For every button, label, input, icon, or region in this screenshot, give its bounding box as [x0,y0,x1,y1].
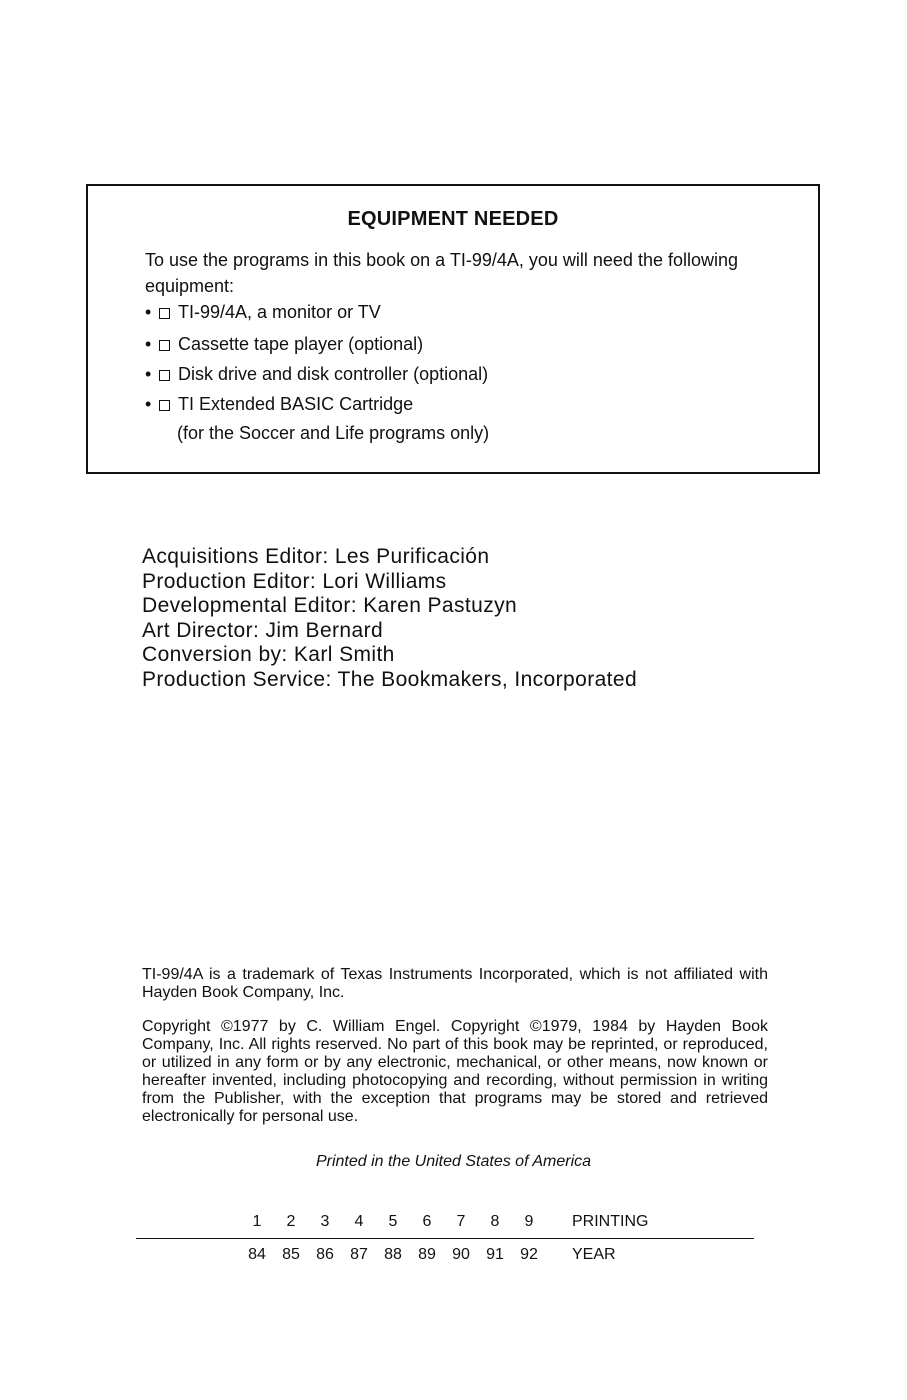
credit-line: Developmental Editor: Karen Pastuzyn [142,594,518,617]
checkbox-icon [159,308,170,319]
year-number: 88 [384,1246,402,1263]
bullet-icon: • [145,364,152,384]
bullet-icon: • [145,334,152,354]
credit-line: Acquisitions Editor: Les Purificación [142,545,490,568]
bullet-icon: • [145,302,152,322]
printing-number: 3 [320,1213,330,1230]
printed-in-notice: Printed in the United States of America [315,1153,592,1170]
year-number: 92 [520,1246,538,1263]
printing-number: 1 [252,1213,262,1230]
equipment-item [145,391,413,417]
equipment-intro: To use the programs in this book on a TI-99/4A, you will need the following equipment: [145,250,739,296]
equipment-item-text: Cassette tape player (optional) [178,334,424,354]
year-number: 86 [316,1246,334,1263]
checkbox-icon [159,340,170,351]
checkbox-icon [159,400,170,411]
printing-number: 6 [422,1213,432,1230]
printing-number: 2 [286,1213,296,1230]
year-number: 90 [452,1246,470,1263]
equipment-box [86,184,820,474]
year-number: 85 [282,1246,300,1263]
equipment-item [145,331,423,357]
printing-number: 9 [524,1213,534,1230]
credits-block [142,545,637,692]
credit-line: Art Director: Jim Bernard [142,618,384,642]
printing-number: 7 [456,1213,466,1230]
year-row [240,1246,616,1264]
equipment-item [145,361,488,387]
credit-line: Production Service: The Bookmakers, Incorporated [142,667,638,691]
equipment-item-text: TI Extended BASIC Cartridge [178,394,414,414]
printing-number: 8 [490,1213,500,1230]
equipment-item-note: (for the Soccer and Life programs only) [177,423,490,443]
year-number: 84 [248,1246,266,1263]
printing-label: PRINTING [572,1213,649,1230]
printing-row [240,1213,648,1231]
equipment-item [145,299,381,325]
year-number: 89 [418,1246,436,1263]
equipment-item-text: TI-99/4A, a monitor or TV [178,302,381,322]
equipment-item-text: Disk drive and disk controller (optional) [178,364,489,384]
credit-line: Conversion by: Karl Smith [142,643,395,666]
printing-number: 5 [388,1213,398,1230]
printing-divider [136,1238,754,1239]
bullet-icon: • [145,394,152,414]
equipment-title: EQUIPMENT NEEDED [347,208,559,230]
year-label: YEAR [572,1246,616,1263]
year-number: 87 [350,1246,368,1263]
credit-line: Production Editor: Lori Williams [142,569,447,593]
trademark-notice: TI-99/4A is a trademark of Texas Instruments Incorporated, which is not affiliated with Hayden Book Company, Inc. [142,966,768,1001]
checkbox-icon [159,370,170,381]
printing-number: 4 [354,1213,364,1230]
year-number: 91 [486,1246,504,1263]
copyright-notice: Copyright ©1977 by C. William Engel. Copyright ©1979, 1984 by Hayden Book Company, Inc. All rights reserved. No part of this book may be reprinted, or reproduced, or utilized in any form or by any electronic, mechanical, or other means, now known or hereafter invented, including photocopying and recording, without permission in writing from the Publisher, with the exception that programs may be stored and retrieved electronically for personal use. [142,1018,768,1125]
